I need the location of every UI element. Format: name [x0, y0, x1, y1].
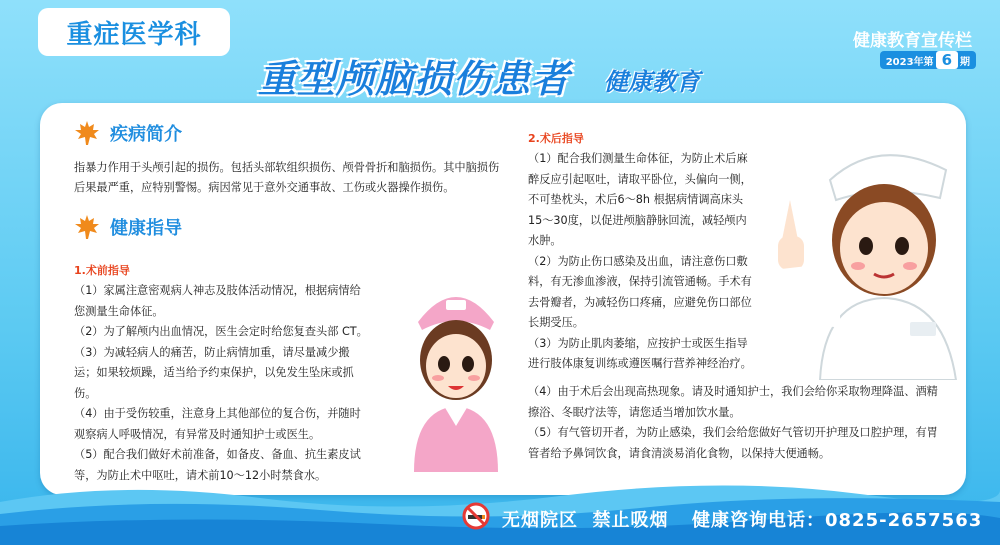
page-subtitle: 健康教育: [604, 68, 700, 96]
issue-suffix: 期: [960, 56, 970, 68]
list-item: 管者给予鼻饲饮食，请食清淡易消化食物，以保持大便通畅。: [528, 446, 831, 460]
list-item: 等，为防止术中呕吐，请术前10～12小时禁食水。: [74, 468, 327, 482]
list-item: （2）为防止伤口感染及出血，请注意伤口敷: [528, 254, 748, 268]
list-item: （5）配合我们做好术前准备，如备皮、备血、抗生素皮试: [74, 448, 361, 461]
list-item: 擦浴、冬眠疗法等，请您适当增加饮水量。: [528, 405, 741, 419]
consult-phone: 健康咨询电话：0825-2657563: [692, 510, 983, 531]
list-item: （2）为了解颅内出血情况，医生会定时给您复查头部 CT。: [74, 325, 368, 338]
list-item: 去骨瓣者，为减轻伤口疼痛，应避免伤口部位: [528, 295, 752, 309]
post-op-title: 2.术后指导: [528, 132, 584, 145]
list-item: （4）由于术后会出现高热现象。请及时通知护士，我们会给你采取物理降温、酒精: [528, 385, 938, 398]
list-item: （3）为防止肌肉萎缩，应按护士或医生指导: [528, 336, 748, 350]
list-item: 运；如果较烦躁，适当给予约束保护，以免发生坠床或抓: [74, 366, 354, 379]
list-item: （4）由于受伤较重，注意身上其他部位的复合伤，并随时: [74, 407, 361, 420]
list-item: 进行肢体康复训练或遵医嘱行营养神经治疗。: [528, 357, 752, 370]
guide-heading-label: 健康指导: [110, 218, 182, 239]
department-label: 重症医学科: [38, 8, 230, 56]
intro-heading-label: 疾病简介: [110, 124, 182, 145]
post-op-list: [528, 149, 778, 375]
list-item: 料，有无渗血渗液，保持引流管通畅。手术有: [528, 275, 752, 288]
page-title: 重型颅脑损伤患者: [258, 57, 571, 101]
no-smoking-icon: [462, 502, 490, 530]
list-item: （3）为减轻病人的痛苦，防止病情加重，请尽量减少搬: [74, 345, 350, 359]
list-item: （1）配合我们测量生命体征，为防止术后麻: [528, 152, 748, 165]
nurse-illustration-right: [760, 140, 960, 380]
board-title: 健康教育宣传栏: [853, 31, 972, 51]
list-item: （5）有气管切开者，为防止感染，我们会给您做好气管切开护理及口腔护理，有胃: [528, 426, 938, 439]
issue-prefix: 2023年第: [885, 56, 934, 68]
nurse-illustration-left: [400, 282, 512, 472]
maple-leaf-icon: [74, 120, 100, 146]
issue-badge: [880, 51, 976, 69]
list-item: 您测量生命体征。: [74, 304, 164, 318]
maple-leaf-icon: [74, 214, 100, 240]
list-item: 15～30度，以促进颅脑静脉回流，减轻颅内: [528, 213, 747, 227]
list-item: 水肿。: [528, 234, 562, 247]
pre-op-list: [74, 281, 394, 486]
pre-op-title: 1.术前指导: [74, 264, 130, 277]
list-item: 长期受压。: [528, 316, 584, 329]
intro-heading: [74, 120, 182, 146]
post-op-list-continued: [528, 382, 958, 464]
intro-text: 指暴力作用于头颅引起的损伤。包括头部软组织损伤、颅骨骨折和脑损伤。其中脑损伤后果最严重，应特别警惕。病因常见于意外交通事故、工伤或火器操作损伤。: [74, 161, 500, 194]
list-item: 伤。: [74, 386, 97, 400]
list-item: 醉反应引起呕吐，请取平卧位，头偏向一侧，: [528, 172, 752, 186]
list-item: （1）家属注意密观病人神志及肢体活动情况，根据病情给: [74, 284, 361, 297]
list-item: 不可垫枕头，术后6～8h 根据病情调高床头: [528, 193, 744, 206]
list-item: 观察病人呼吸情况，有异常及时通知护士或医生。: [74, 427, 321, 441]
guide-heading: [74, 214, 182, 240]
issue-number: 6: [936, 51, 958, 69]
no-smoking-text: 无烟院区 禁止吸烟: [502, 510, 669, 531]
